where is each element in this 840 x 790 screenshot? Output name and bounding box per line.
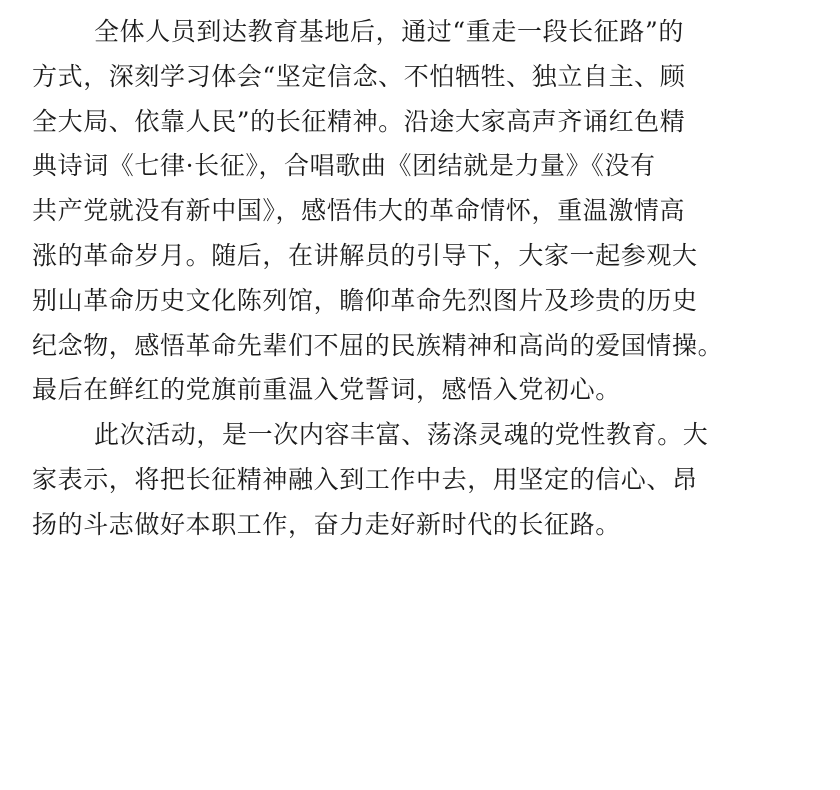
paragraph-1-line-8: 纪念物，感悟革命先辈们不屈的民族精神和高尚的爱国情操。 xyxy=(32,330,724,360)
paragraph-1-line-2: 方式，深刻学习体会“坚定信念、不怕牺牲、独立自主、顾 xyxy=(32,61,686,91)
paragraph-1-line-1: 全体人员到达教育基地后，通过“重走一段长征路”的 xyxy=(94,17,684,46)
paragraph-1-line-9: 最后在鲜红的党旗前重温入党誓词，感悟入党初心。 xyxy=(32,375,621,405)
paragraph-1-line-3: 全大局、依靠人民”的长征精神。沿途大家高声齐诵红色精 xyxy=(32,106,686,136)
paragraph-1-line-6: 涨的革命岁月。随后，在讲解员的引导下，大家一起参观大 xyxy=(32,240,698,270)
paragraph-2-line-2: 家表示，将把长征精神融入到工作中去，用坚定的信心、昂 xyxy=(32,464,698,494)
paragraph-2-line-3: 扬的斗志做好本职工作，奋力走好新时代的长征路。 xyxy=(32,509,621,539)
paragraph-1-line-7: 别山革命历史文化陈列馆，瞻仰革命先烈图片及珍贵的历史 xyxy=(32,285,698,315)
paragraph-1-line-5: 共产党就没有新中国》，感悟伟大的革命情怀，重温激情高 xyxy=(32,196,686,226)
article-body xyxy=(32,10,836,548)
paragraph-2-line-1: 此次活动，是一次内容丰富、荡涤灵魂的党性教育。大 xyxy=(94,420,709,450)
paragraph-1-line-4: 典诗词《七律·长征》，合唱歌曲《团结就是力量》《没有 xyxy=(32,151,656,181)
